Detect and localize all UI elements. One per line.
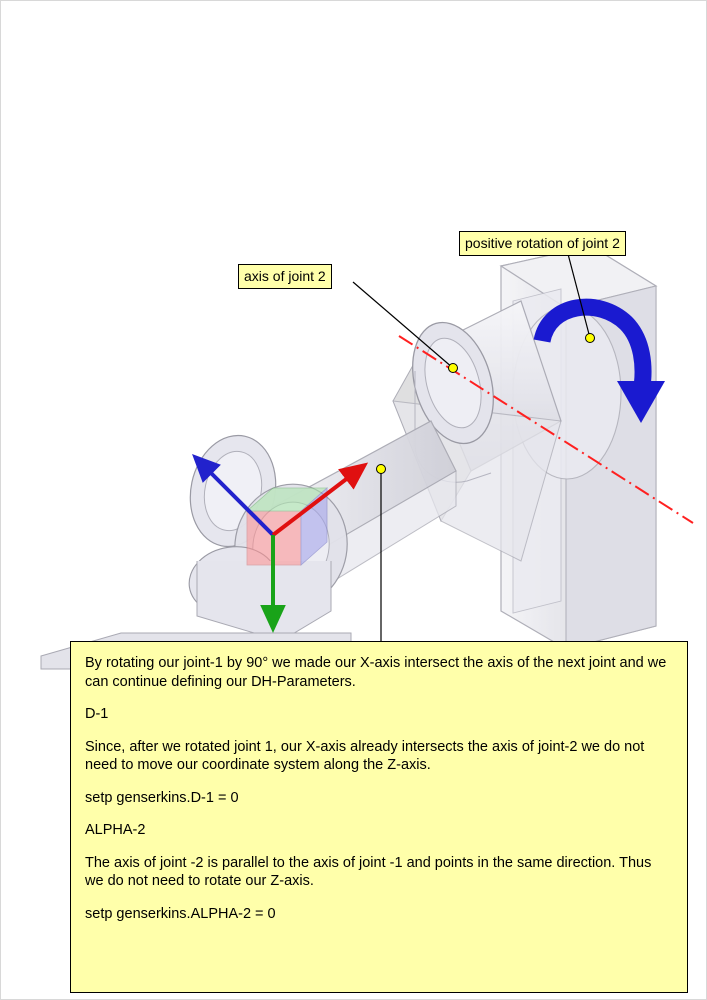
note-paragraph-d1: Since, after we rotated joint 1, our X-axis already intersects the axis of joint-2 we do not need to move our coordinate system along the Z-axis.: [85, 738, 645, 774]
note-paragraph-intro: By rotating our joint-1 by 90° we made our X-axis intersect the axis of the next joint and we can continue defining our DH-Parameters.: [85, 655, 667, 690]
callout-positive-rotation-of-joint-2: positive rotation of joint 2: [459, 231, 626, 256]
joint-2-rotation-point-marker: [586, 334, 595, 343]
callout-axis-of-joint-2: axis of joint 2: [238, 264, 332, 289]
note-command-alpha2: setp genserkins.ALPHA-2 = 0: [85, 905, 276, 922]
note-paragraph-alpha2: The axis of joint -2 is parallel to the axis of joint -1 and points in the same direction. Thus we do not need to rotate our Z-axis.: [85, 854, 652, 890]
note-heading-alpha2: ALPHA-2: [85, 822, 146, 839]
joint-2-axis-point-marker: [449, 364, 458, 373]
note-heading-d1: D-1: [85, 706, 109, 723]
note-command-d1: setp genserkins.D-1 = 0: [85, 789, 239, 806]
explanation-note-box: [70, 641, 688, 993]
x-axis-origin-point-marker: [377, 465, 386, 474]
